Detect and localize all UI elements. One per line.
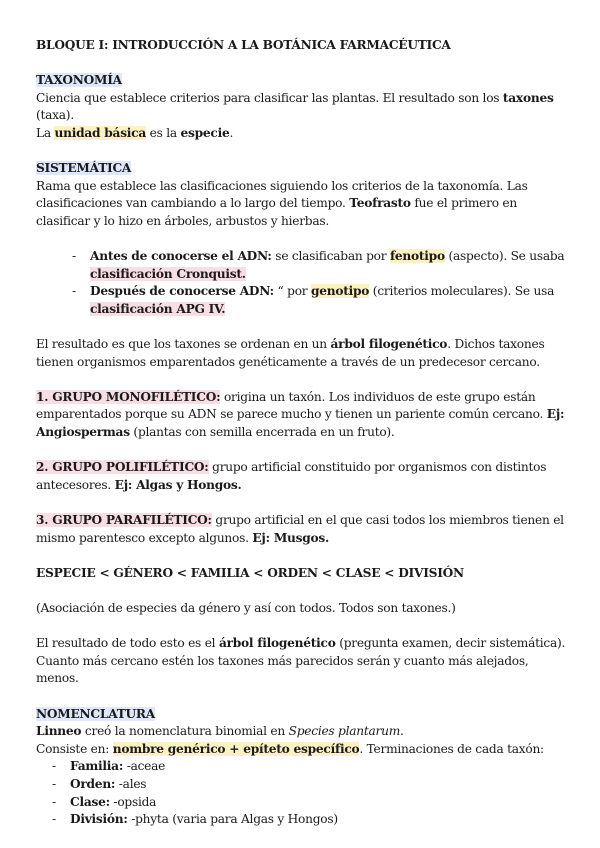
heading-highlight: TAXONOMÍA (36, 73, 122, 88)
text-run: es la (146, 125, 181, 140)
bold-term: árbol filogenético (218, 636, 336, 651)
text-run: -opsida (109, 794, 157, 809)
bold-term: Linneo (36, 724, 82, 739)
text-run: se clasificaban por (271, 249, 390, 264)
jerarquia-line: ESPECIE < GÉNERO < FAMILIA < ORDEN < CLASE < DIVISIÓN (36, 565, 464, 580)
text-run: “ por (273, 284, 311, 299)
taxonomia-paragraph (36, 90, 570, 143)
bold-term: taxones (502, 90, 554, 105)
highlighted-term: clasificación APG IV. (90, 301, 226, 316)
text-run: Rama que establece las clasificaciones siguiendo los criterios de la taxonomía. Las clasificaciones van cambiando a lo largo del tiempo. (36, 178, 528, 211)
asociacion-paragraph: (Asociación de especies da género y así con todos. Todos son taxones.) (36, 601, 456, 615)
arbol-paragraph (36, 336, 570, 371)
heading-highlight: NOMENCLATURA (36, 706, 156, 721)
text-run: -aceae (123, 759, 166, 774)
text-run: Ciencia que establece criterios para clasificar las plantas. El resultado son los (36, 90, 503, 105)
bold-term: Ej: Algas y Hongos. (114, 477, 242, 492)
terminaciones-list (36, 758, 570, 828)
text-run: Consiste en: (36, 741, 113, 756)
bold-term: Teofrasto (349, 196, 411, 211)
heading-highlight: SISTEMÁTICA (36, 161, 132, 176)
grupo-polifiletico (36, 459, 570, 494)
dash-bullet: - (52, 794, 56, 809)
bold-term: especie (180, 125, 230, 140)
text-run: fue el primero en clasificar y lo hizo en árboles, arbustos y hierbas. (36, 196, 517, 228)
sistematica-paragraph (36, 178, 570, 231)
highlighted-term: 1. GRUPO MONOFILÉTICO: (36, 389, 221, 404)
bold-term: Ej: Musgos. (252, 530, 330, 545)
list-item (52, 794, 570, 812)
nomenclatura-paragraph (36, 723, 570, 758)
list-item (52, 776, 570, 794)
bold-term: Orden: (70, 776, 116, 791)
text-run: (pregunta examen, decir sistemática). (335, 636, 566, 651)
bold-term: Antes de conocerse el ADN: (90, 249, 272, 264)
document-title: BLOQUE I: INTRODUCCIÓN A LA BOTÁNICA FARMACÉUTICA (36, 38, 451, 52)
text-run: creó la nomenclatura binomial en (81, 724, 289, 739)
bold-term: Ej: Angiospermas (36, 407, 565, 440)
section-heading-taxonomia (36, 72, 570, 90)
dash-bullet: - (52, 812, 56, 827)
bold-term: Familia: (70, 759, 124, 774)
highlighted-term: nombre genérico + epíteto específico (112, 741, 360, 756)
highlighted-term: clasificación Cronquist. (90, 266, 246, 281)
list-item (52, 811, 570, 829)
text-run: -ales (115, 776, 147, 791)
list-item (72, 248, 570, 283)
dash-bullet: - (52, 759, 56, 774)
list-item (72, 283, 570, 318)
text-run: El resultado es que los taxones se ordenan en un (36, 337, 331, 352)
text-run: grupo artificial en el que casi todos los miembros tienen el mismo parentesco excepto algunos. (36, 513, 564, 545)
text-run: . (400, 724, 404, 739)
highlighted-term: fenotipo (389, 249, 445, 264)
highlighted-term: 3. GRUPO PARAFILÉTICO: (36, 513, 212, 528)
dash-bullet: - (72, 249, 76, 264)
text-run: origina un taxón. Los individuos de este grupo están emparentados porque su ADN se parece mucho y tienen un pariente común cercano. (36, 389, 547, 422)
highlighted-term: 2. GRUPO POLIFILÉTICO: (36, 460, 209, 475)
text-run: (criterios moleculares). Se usa (369, 284, 555, 299)
italic-term: Species plantarum (288, 724, 401, 739)
document-page (36, 37, 570, 829)
dash-bullet: - (52, 776, 56, 791)
grupo-parafiletico (36, 512, 570, 547)
text-run: (taxa). (36, 108, 74, 123)
bold-term: Clase: (70, 794, 110, 809)
bold-term: árbol filogenético (330, 337, 448, 352)
text-run: (plantas con semilla encerrada en un fruto). (129, 425, 395, 440)
dash-bullet: - (72, 284, 76, 299)
resultado-paragraph (36, 635, 570, 688)
section-heading-sistematica (36, 160, 570, 178)
highlighted-term: genotipo (311, 284, 370, 299)
bold-term: Después de conocerse ADN: (90, 284, 274, 299)
section-heading-nomenclatura (36, 706, 570, 724)
text-run: Cuanto más cercano estén los taxones más parecidos serán y cuanto más alejados, menos. (36, 653, 529, 686)
text-run: La (36, 125, 55, 140)
highlighted-term: unidad básica (54, 125, 146, 140)
grupo-monofiletico (36, 389, 570, 442)
text-run: . Dichos taxones tienen organismos emparentados genéticamente a través de un predecesor cercano. (36, 337, 545, 369)
text-run: . (229, 125, 234, 140)
text-run: (aspecto). Se usaba (444, 249, 565, 264)
clasificacion-list (36, 248, 570, 318)
text-run: El resultado de todo esto es el (36, 636, 219, 651)
list-item (52, 758, 570, 776)
text-run: grupo artificial constituido por organismos con distintos antecesores. (36, 460, 547, 492)
bold-term: División: (70, 812, 128, 827)
text-run: -phyta (varia para Algas y Hongos) (127, 812, 338, 827)
text-run: . Terminaciones de cada taxón: (359, 741, 544, 756)
